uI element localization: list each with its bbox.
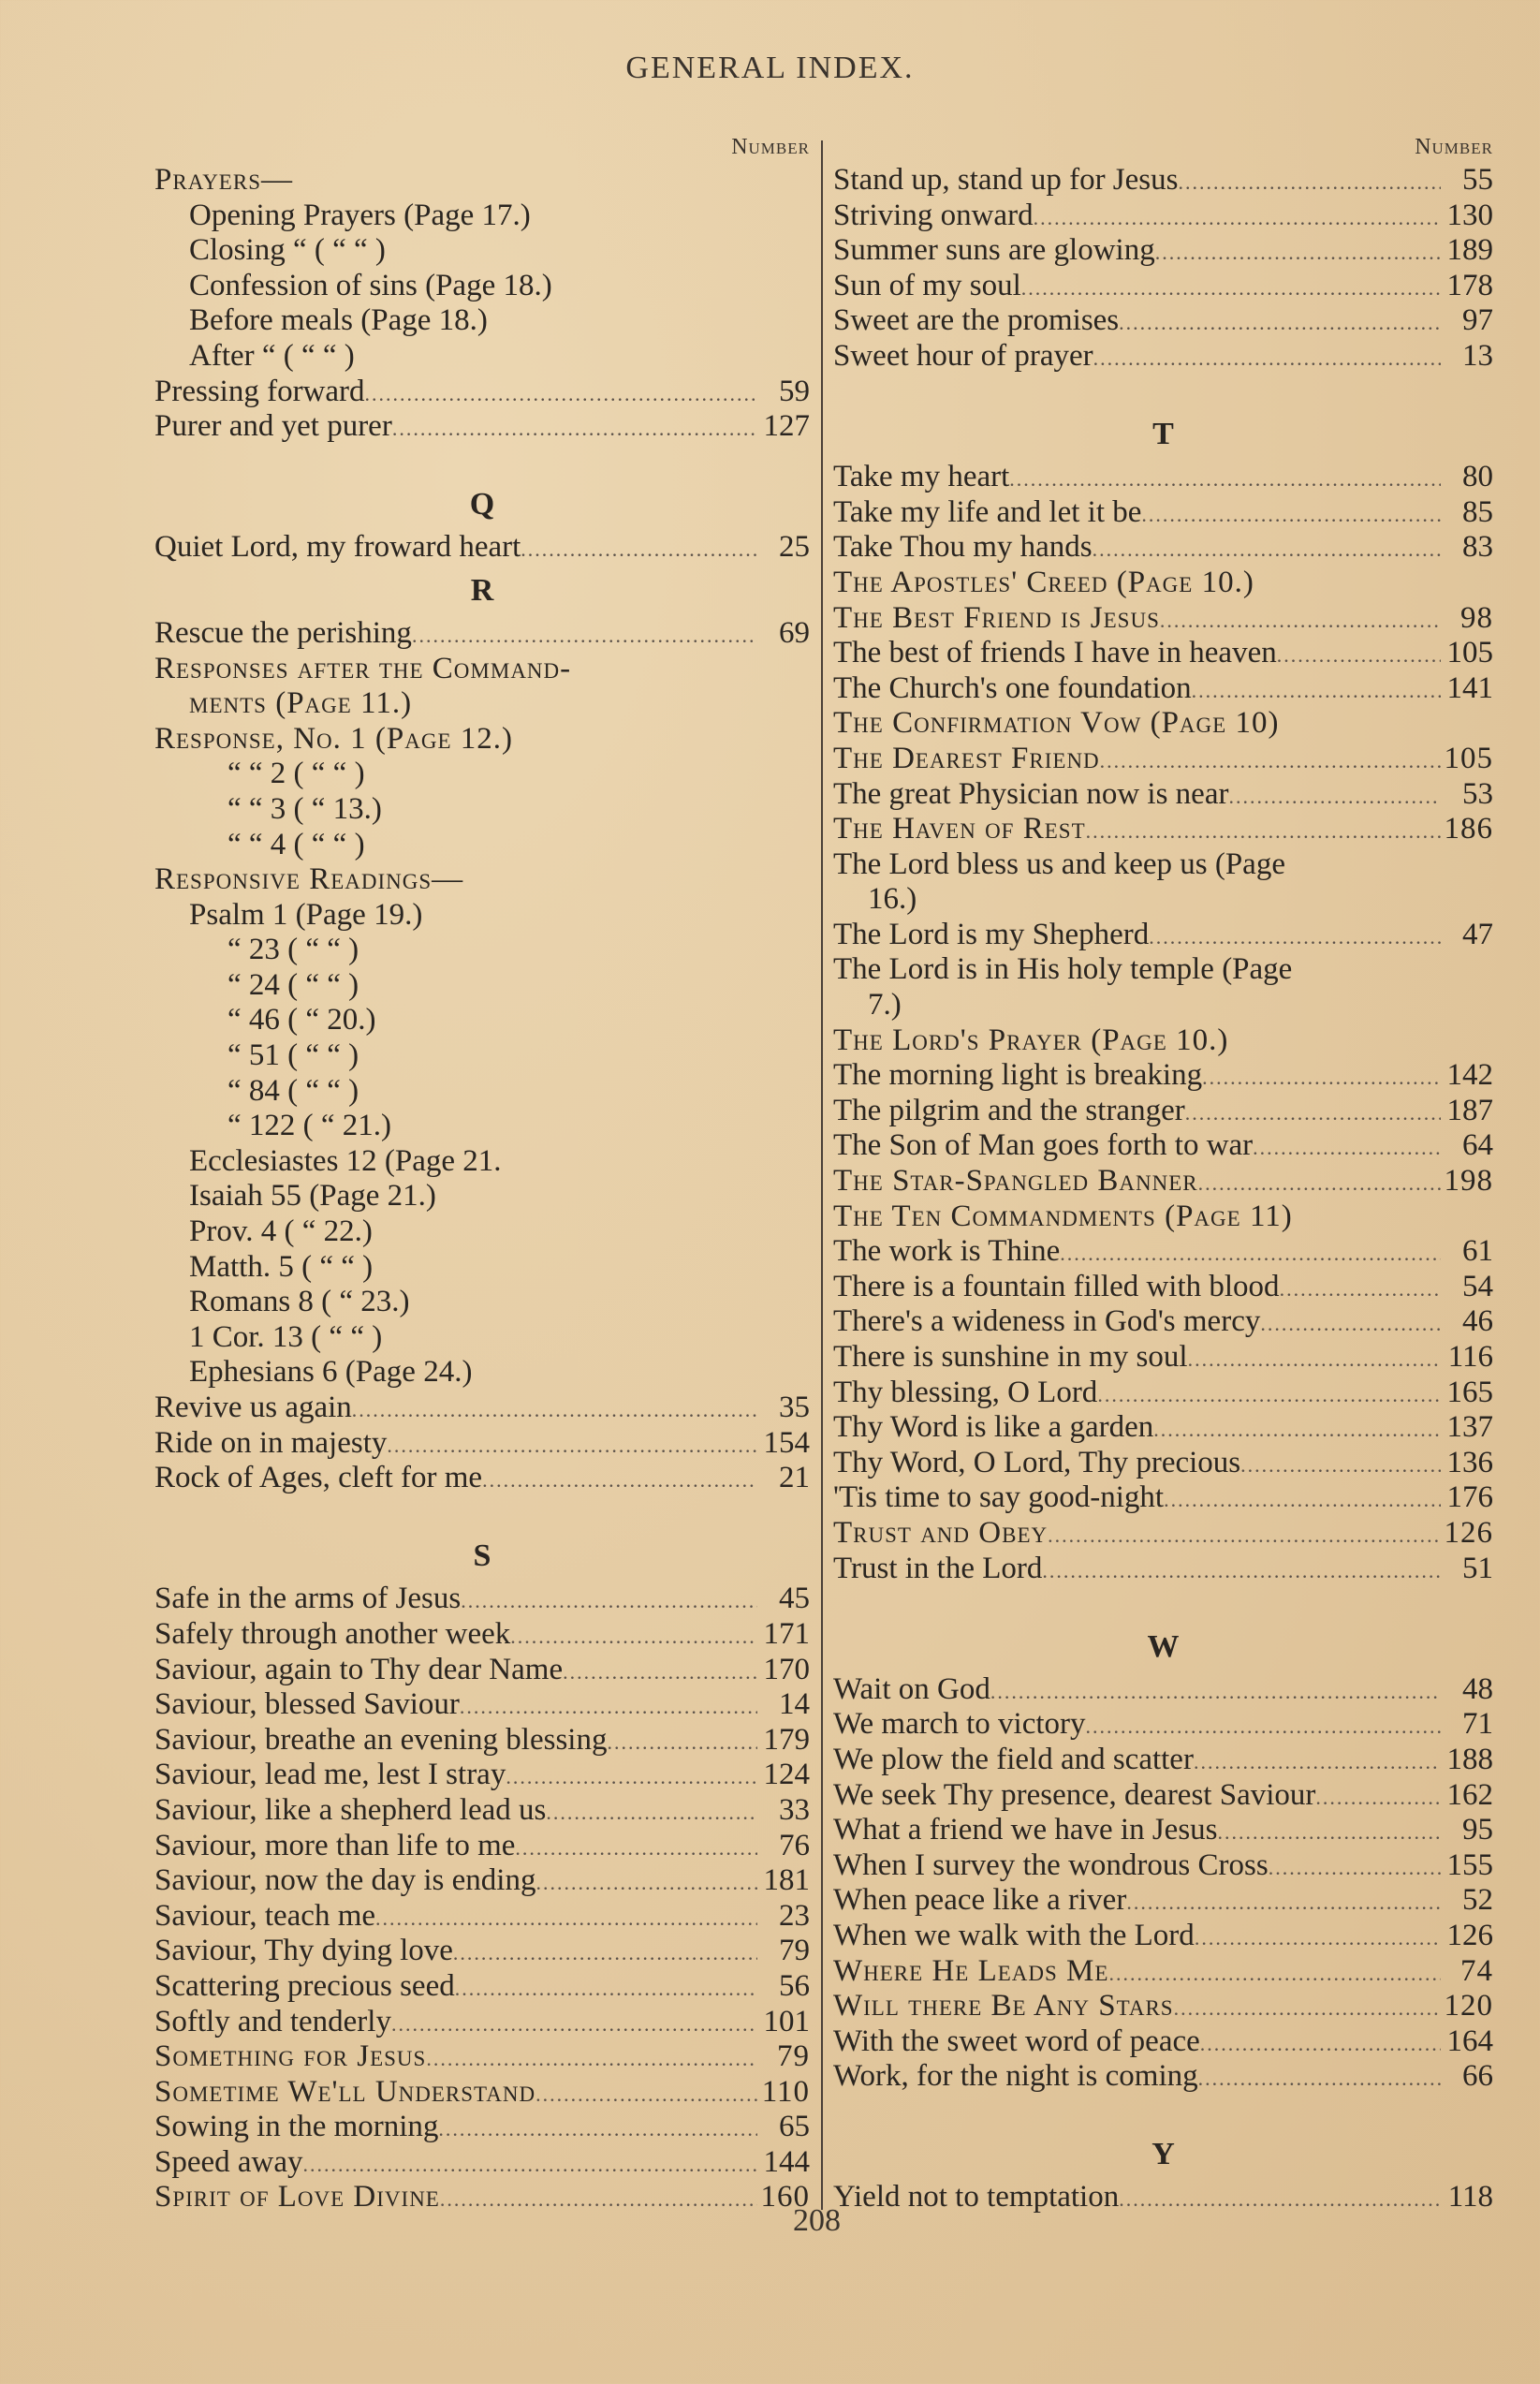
entry-title: Thy blessing, O Lord [833,1375,1098,1409]
entry-number: 46 [1462,1304,1493,1339]
entry-title: Speed away [154,2144,303,2179]
entry-number: 64 [1462,1128,1493,1163]
index-entry [154,1899,810,1935]
entry-title: Wait on God [833,1671,990,1706]
index-entry [833,1883,1493,1919]
list-item: “ “ 2 ( “ “ ) [227,757,365,791]
list-item: Closing “ ( “ “ ) [189,233,386,268]
entry-title: The Star-Spangled Banner [833,1164,1198,1199]
index-entry [833,233,1493,269]
entry-number: 186 [1444,812,1493,846]
list-item: Isaiah 55 (Page 21.) [189,1179,436,1214]
index-entry [833,636,1493,671]
entry-title: What a friend we have in Jesus [833,1813,1218,1847]
entry-title: Stand up, stand up for Jesus [833,163,1179,197]
list-item: Ephesians 6 (Page 24.) [189,1355,473,1390]
dot-leader [1269,1850,1441,1886]
entry-title: When peace like a river [833,1883,1127,1918]
index-entry: The Confirmation Vow (Page 10) [833,706,1280,741]
entry-number: 187 [1446,1093,1493,1127]
index-entry [833,339,1493,375]
entry-title: Striving onward [833,198,1034,232]
entry-title: Yield not to temptation [833,2180,1120,2215]
index-entry [154,1687,810,1723]
entry-number: 124 [763,1758,810,1792]
dot-leader [1164,1482,1441,1518]
index-entry [833,1813,1493,1848]
entry-title: Trust and Obey [833,1515,1049,1550]
entry-title: Summer suns are glowing [833,233,1155,268]
index-entry [833,199,1493,234]
dot-leader [455,1971,757,2007]
dot-leader [303,2147,757,2183]
index-entry [833,1954,1493,1990]
entry-number: 178 [1446,268,1493,302]
entry-title: We march to victory [833,1707,1086,1742]
list-item: “ “ 3 ( “ 13.) [227,791,382,826]
index-entry [833,1480,1493,1516]
dot-leader [1240,1448,1441,1483]
index-entry [154,1863,810,1899]
entry-number: 142 [1446,1058,1493,1093]
index-entry [154,2039,810,2075]
entry-title: Scattering precious seed [154,1968,455,2003]
index-entry [833,1304,1493,1340]
dot-leader [1119,305,1441,341]
index-entry: The Apostles' Creed (Page 10.) [833,565,1254,599]
entry-number: 83 [1462,530,1493,565]
index-entry [833,1164,1493,1199]
index-entry [833,671,1493,707]
entry-number: 33 [779,1792,810,1827]
index-entry [833,742,1493,777]
dot-leader [426,2041,757,2077]
dot-leader [1021,271,1441,306]
entry-title: When we walk with the Lord [833,1918,1195,1952]
entry-title: There is a fountain filled with blood [833,1269,1280,1303]
dot-leader [460,1689,757,1725]
list-item: After “ ( “ “ ) [189,338,355,373]
entry-number: 95 [1462,1813,1493,1847]
entry-number: 136 [1446,1445,1493,1479]
entry-title: Sweet are the promises [833,303,1120,338]
entry-title: Saviour, breathe an evening blessing [154,1722,608,1757]
entry-number: 164 [1446,2023,1493,2058]
dot-leader [1108,1956,1441,1992]
index-entry [833,1094,1493,1129]
index-entry [833,1234,1493,1270]
entry-title: Take my heart [833,460,1010,494]
entry-number: 48 [1462,1671,1493,1706]
dot-leader [607,1725,757,1760]
entry-number: 71 [1462,1707,1493,1742]
entry-title: The Best Friend is Jesus [833,600,1160,635]
dot-leader [1048,1518,1440,1553]
index-entry [833,2024,1493,2060]
list-item: “ 24 ( “ “ ) [227,967,359,1002]
entry-number: 116 [1447,1340,1493,1374]
dot-leader [1126,1885,1441,1920]
entry-number: 101 [763,2004,810,2038]
entry-title: Sun of my soul [833,268,1021,302]
dot-leader [461,1583,757,1619]
entry-title: Saviour, like a shepherd lead us [154,1792,547,1827]
entry-number: 51 [1462,1551,1493,1585]
entry-title: Saviour, Thy dying love [154,1934,453,1968]
dot-leader [438,2112,757,2147]
entry-number: 141 [1446,670,1493,705]
list-item: “ “ 4 ( “ “ ) [227,827,365,861]
entry-number: 110 [761,2074,810,2109]
entry-title: Sometime We'll Understand [154,2074,536,2109]
entry-number: 97 [1462,303,1493,338]
dot-leader [1141,497,1441,533]
index-entry [154,1617,810,1653]
entry-title: Work, for the night is coming [833,2059,1198,2094]
dot-leader [1188,1342,1441,1377]
entry-number: 55 [1462,163,1493,197]
list-item: Before meals (Page 18.) [189,303,488,338]
entry-number: 137 [1446,1410,1493,1445]
list-item: “ 122 ( “ 21.) [227,1109,392,1143]
entry-title: The pilgrim and the stranger [833,1093,1185,1127]
dot-leader [1198,2061,1441,2097]
entry-number: 155 [1446,1847,1493,1882]
entry-title: Saviour, now the day is ending [154,1863,536,1898]
dot-leader [1315,1780,1441,1816]
entry-title: Sweet hour of prayer [833,338,1093,373]
dot-leader [1194,1744,1441,1780]
index-entry [154,2145,810,2181]
entry-title: Safely through another week [154,1616,511,1651]
index-entry: Quiet Lord, my froward heart ..... 25 [154,530,810,566]
entry-number: 56 [779,1968,810,2003]
entry-number: 130 [1446,198,1493,232]
letter-heading-q: Q [469,487,495,522]
index-entry: The Lord bless us and keep us (Page [833,846,1285,881]
entry-title: Saviour, lead me, lest I stray [154,1758,506,1792]
dot-leader [1153,1412,1441,1448]
list-item: Opening Prayers (Page 17.) [189,198,531,232]
number-column-label: Number [1415,135,1493,159]
entry-title: Spirit of Love Divine [154,2180,440,2215]
entry-title: Will there Be Any Stars [833,1989,1174,2023]
number-column-label: Number [731,135,810,159]
index-entry [833,1270,1493,1305]
entry-number: 79 [779,1934,810,1968]
dot-leader [453,1935,757,1971]
list-item: “ 46 ( “ 20.) [227,1003,376,1037]
index-entry [833,1410,1493,1446]
dot-leader [1202,1060,1441,1096]
entry-number: 65 [779,2110,810,2144]
list-item: “ 84 ( “ “ ) [227,1073,359,1108]
index-entry: The Lord is my Shepherd ..... 47 [833,918,1493,953]
dot-leader [1160,603,1441,639]
list-item: Response, No. 1 (Page 12.) [154,721,513,756]
dot-leader [515,1831,757,1866]
entry-title: The great Physician now is near [833,776,1229,811]
entry-title: The Son of Man goes forth to war [833,1128,1254,1163]
entry-title: We plow the field and scatter [833,1742,1194,1776]
index-entry [833,530,1493,566]
prayers-heading: Prayers— [154,163,293,197]
index-entry: The Lord is in His holy temple (Page [833,952,1293,987]
index-entry [833,1989,1493,2024]
index-entry [833,163,1493,199]
entry-title: With the sweet word of peace [833,2023,1200,2058]
entry-title: Saviour, more than life to me [154,1828,516,1862]
index-entry [833,1376,1493,1411]
entry-title: 'Tis time to say good-night [833,1480,1165,1515]
entry-number: 98 [1460,600,1493,635]
index-entry [154,2075,810,2111]
list-item: Matth. 5 ( “ “ ) [189,1249,374,1284]
index-entry [833,777,1493,813]
index-entry [833,1707,1493,1743]
index-entry [154,1758,810,1793]
entry-title: The best of friends I have in heaven [833,636,1277,670]
index-entry [833,1446,1493,1481]
dot-leader [510,1619,757,1655]
entry-number: 189 [1446,233,1493,268]
dot-leader [1042,1553,1441,1589]
dot-leader [990,1674,1441,1710]
entry-number: 66 [1462,2059,1493,2094]
index-entry: Pressing forward ..... 59 [154,375,810,410]
index-entry-continued: ments (Page 11.) [189,686,413,721]
index-entry [833,495,1493,531]
index-entry [154,1723,810,1759]
entry-number: 105 [1446,636,1493,670]
index-entry: Revive us again ..... 35 [154,1391,810,1426]
entry-title: There is sunshine in my soul [833,1340,1188,1374]
entry-title: Saviour, again to Thy dear Name [154,1652,564,1686]
list-item: “ 23 ( “ “ ) [227,933,359,967]
dot-leader [1100,743,1441,779]
dot-leader [1260,1306,1441,1342]
right-column [833,131,1493,2215]
entry-title: The Haven of Rest [833,812,1086,846]
dot-leader [1060,1236,1441,1272]
dot-leader [1093,532,1441,567]
section-heading: Responsive Readings— [154,862,464,897]
index-entry [154,2005,810,2040]
entry-number: 76 [779,1828,810,1862]
entry-number: 188 [1446,1742,1493,1776]
page-number: 208 [793,2203,841,2238]
index-entry: Rescue the perishing ..... 69 [154,616,810,652]
entry-number: 126 [1444,1515,1493,1550]
dot-leader [391,2007,757,2042]
entry-number: 176 [1446,1480,1493,1515]
dot-leader [375,1901,757,1936]
index-entry [833,601,1493,637]
entry-title: The Church's one foundation [833,670,1192,705]
entry-number: 85 [1462,494,1493,529]
index-entry [833,1778,1493,1814]
entry-title: The Dearest Friend [833,741,1100,775]
dot-leader [1174,1991,1441,2026]
entry-title: Sowing in the morning [154,2110,439,2144]
letter-heading-w: W [1147,1628,1180,1664]
index-entry [833,1128,1493,1164]
dot-leader [1198,1166,1441,1201]
left-column [154,131,810,2215]
letter-heading-y: Y [1151,2137,1175,2172]
entry-number: 170 [763,1652,810,1686]
entry-number: 162 [1446,1777,1493,1812]
index-entry [833,1672,1493,1708]
page-title: GENERAL INDEX. [625,51,915,85]
entry-title: The work is Thine [833,1234,1061,1269]
entry-title: There's a wideness in God's mercy [833,1304,1261,1339]
entry-title: When I survey the wondrous Cross [833,1847,1269,1882]
index-entry: Ride on in majesty ..... 154 [154,1426,810,1462]
entry-title: Safe in the arms of Jesus [154,1582,462,1616]
list-item: 1 Cor. 13 ( “ “ ) [189,1319,383,1354]
entry-number: 181 [763,1863,810,1898]
list-item: Confession of sins (Page 18.) [189,268,552,302]
entry-number: 118 [1447,2180,1493,2215]
dot-leader [1097,1377,1441,1413]
entry-number: 52 [1462,1883,1493,1918]
entry-title: Thy Word is like a garden [833,1410,1154,1445]
entry-title: Thy Word, O Lord, Thy precious [833,1445,1241,1479]
entry-number: 45 [779,1582,810,1616]
dot-leader [1192,673,1441,709]
entry-title: Take Thou my hands [833,530,1093,565]
dot-leader [546,1795,757,1831]
entry-title: Saviour, blessed Saviour [154,1687,460,1722]
list-item: Psalm 1 (Page 19.) [189,897,423,932]
dot-leader [1155,235,1441,271]
letter-heading-t: T [1152,417,1174,452]
index-entry [154,1934,810,1969]
index-entry [833,1743,1493,1778]
entry-number: 160 [760,2180,810,2215]
index-entry [833,1848,1493,1884]
dot-leader [1009,462,1441,497]
dot-leader [1253,1130,1441,1166]
index-entry [154,1582,810,1617]
dot-leader [506,1759,757,1795]
list-item: Prov. 4 ( “ 22.) [189,1214,373,1249]
dot-leader [1195,1920,1441,1956]
entry-number: 54 [1462,1269,1493,1303]
dot-leader [1185,1096,1441,1131]
index-entry [833,1516,1493,1552]
entry-number: 61 [1462,1234,1493,1269]
index-entry [833,2059,1493,2095]
entry-title: The morning light is breaking [833,1058,1203,1093]
entry-number: 79 [777,2039,810,2074]
index-entry [833,269,1493,304]
entry-title: Trust in the Lord [833,1551,1043,1585]
entry-title: Softly and tenderly [154,2004,391,2038]
dot-leader [1093,341,1441,376]
dot-leader [1086,814,1441,849]
letter-heading-r: R [470,572,494,608]
index-entry [833,460,1493,495]
letter-heading-s: S [473,1538,491,1574]
entry-title: Take my life and let it be [833,494,1142,529]
entry-number: 74 [1460,1953,1493,1988]
index-entry [154,2110,810,2145]
entry-number: 120 [1444,1989,1493,2023]
dot-leader [535,2077,757,2112]
entry-number: 198 [1444,1164,1493,1199]
entry-number: 171 [763,1616,810,1651]
index-entry [833,303,1493,339]
index-entry [154,1969,810,2005]
entry-number: 165 [1446,1375,1493,1409]
dot-leader [1277,638,1441,673]
entry-number: 23 [779,1898,810,1933]
section-heading [154,163,810,199]
dot-leader [1218,1815,1441,1850]
entry-title: Saviour, teach me [154,1898,376,1933]
entry-number: 126 [1446,1918,1493,1952]
index-entry [833,1340,1493,1376]
dot-leader [563,1655,757,1690]
index-entry-continued: 7.) [868,988,902,1023]
index-entry-continued: 16.) [868,882,917,917]
index-entry: Responses after the Command- [154,651,572,685]
entry-number: 13 [1462,338,1493,373]
entry-number: 14 [779,1687,810,1722]
index-entry [833,1919,1493,1954]
dot-leader [1228,779,1441,815]
entry-title: Where He Leads Me [833,1953,1109,1988]
index-entry [154,1653,810,1688]
dot-leader [1086,1709,1442,1744]
entry-number: 105 [1444,741,1493,775]
index-entry: The Lord's Prayer (Page 10.) [833,1023,1229,1057]
entry-number: 80 [1462,460,1493,494]
entry-number: 144 [763,2144,810,2179]
entry-title: Something for Jesus [154,2039,427,2074]
index-entry [833,812,1493,847]
dot-leader [1034,200,1441,236]
column-divider [821,140,823,2210]
dot-leader [1178,165,1441,200]
entry-number: 53 [1462,776,1493,811]
index-entry [154,1829,810,1864]
index-entry [833,1058,1493,1094]
index-entry: The Ten Commandments (Page 11) [833,1199,1293,1233]
index-entry: Rock of Ages, cleft for me ..... 21 [154,1461,810,1496]
dot-leader [1200,2026,1441,2062]
list-item: Ecclesiastes 12 (Page 21. [189,1143,502,1178]
dot-leader [535,1865,757,1901]
list-item: Romans 8 ( “ 23.) [189,1285,410,1319]
entry-number: 179 [763,1722,810,1757]
dot-leader [1280,1272,1441,1307]
list-item: “ 51 ( “ “ ) [227,1038,359,1073]
index-entry [833,1552,1493,1587]
entry-title: We seek Thy presence, dearest Saviour [833,1777,1316,1812]
index-entry [154,1793,810,1829]
index-entry: Purer and yet purer ..... 127 [154,409,810,445]
